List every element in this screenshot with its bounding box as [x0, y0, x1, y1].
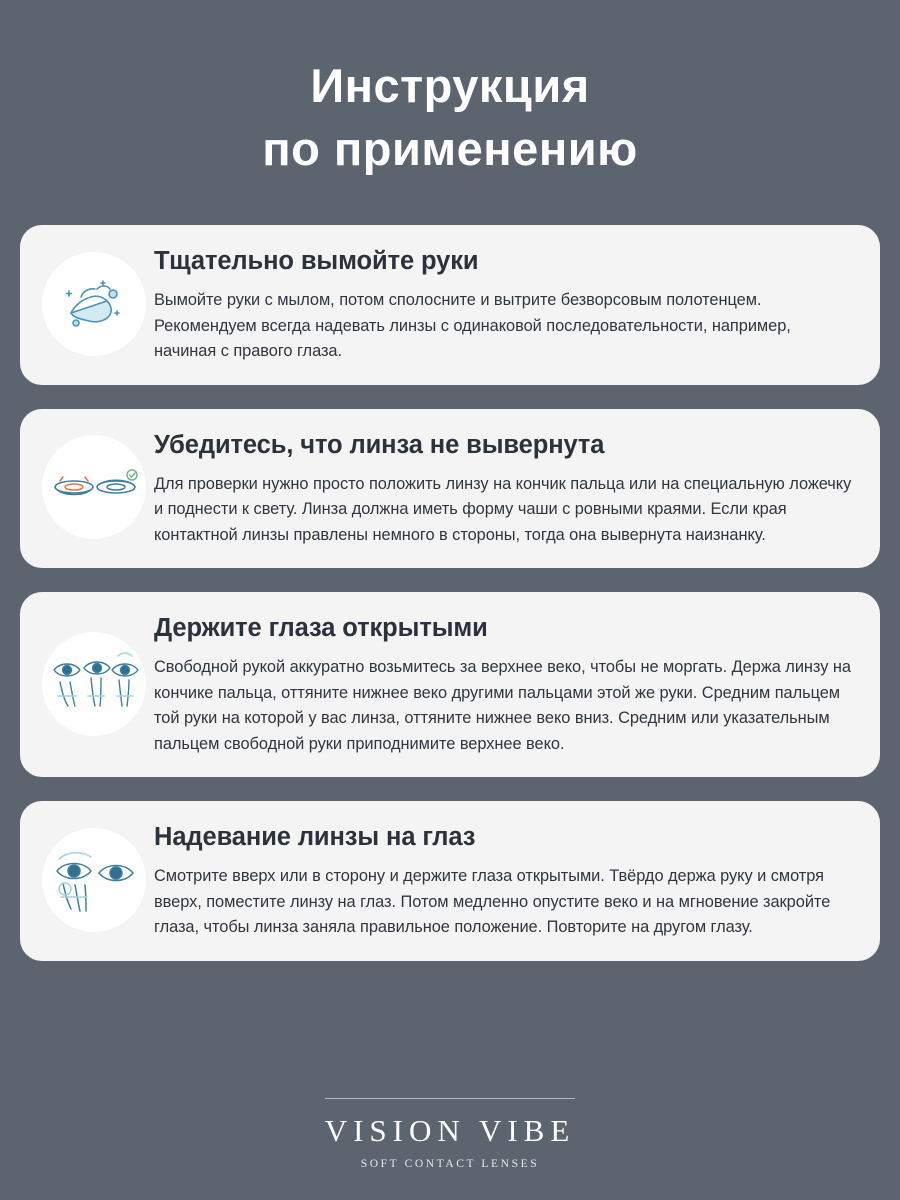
step-text: Смотрите вверх или в сторону и держите глаза открытыми. Твёрдо держа руку и смотря вверх, поместите линзу на глаз. Потом медленно опустите веко и на мгновение закройте глаза, чтобы линза заняла правильное положение. Повторите на другом глазу.	[154, 867, 831, 937]
step-icon-container	[34, 435, 154, 539]
step-body	[154, 427, 856, 549]
lens-orientation-icon	[42, 435, 146, 539]
step-card	[20, 592, 880, 777]
footer	[20, 1098, 880, 1170]
step-icon-container	[34, 632, 154, 736]
step-body	[154, 610, 856, 757]
step-body	[154, 243, 856, 365]
step-text: Для проверки нужно просто положить линзу на кончик пальца или на специальную ложечку и поднести к свету. Линза должна иметь форму чаши с ровными краями. Если края контактной линзы правлены немного в стороны, тогда она вывернута наизнанку.	[154, 474, 852, 544]
step-card	[20, 801, 880, 961]
open-eyes-icon	[42, 632, 146, 736]
page-title-line-2: по применению	[262, 121, 638, 175]
step-title: Тщательно вымойте руки	[154, 246, 479, 275]
step-card	[20, 225, 880, 385]
lens-insertion-icon	[42, 828, 146, 932]
washing-hands-icon	[42, 252, 146, 356]
steps-list	[20, 225, 880, 961]
page-title-line-1: Инструкция	[310, 59, 590, 112]
step-text: Свободной рукой аккуратно возьмитесь за верхнее веко, чтобы не моргать. Держа линзу на кончике пальца, оттяните нижнее веко другими пальцами этой же руки. Средним пальцем той руки на которой у вас линза, оттяните нижнее веко вниз. Средним или указательным пальцем свободной руки приподнимите верхнее веко.	[154, 658, 851, 753]
step-card	[20, 409, 880, 569]
brand-tagline: SOFT CONTACT LENSES	[360, 1158, 540, 1170]
step-title: Убедитесь, что линза не вывернута	[154, 430, 605, 459]
step-title: Держите глаза открытыми	[154, 614, 488, 643]
step-title: Надевание линзы на глаз	[154, 823, 476, 852]
step-body	[154, 819, 856, 941]
footer-divider	[325, 1098, 575, 1099]
page-title	[20, 55, 880, 181]
step-icon-container	[34, 828, 154, 932]
step-icon-container	[34, 252, 154, 356]
step-text: Вымойте руки с мылом, потом сполосните и вытрите безворсовым полотенцем. Рекомендуем всегда надевать линзы с одинаковой последовательности, например, начиная с правого глаза.	[154, 291, 791, 361]
brand-name: VISION VIBE	[324, 1113, 576, 1148]
